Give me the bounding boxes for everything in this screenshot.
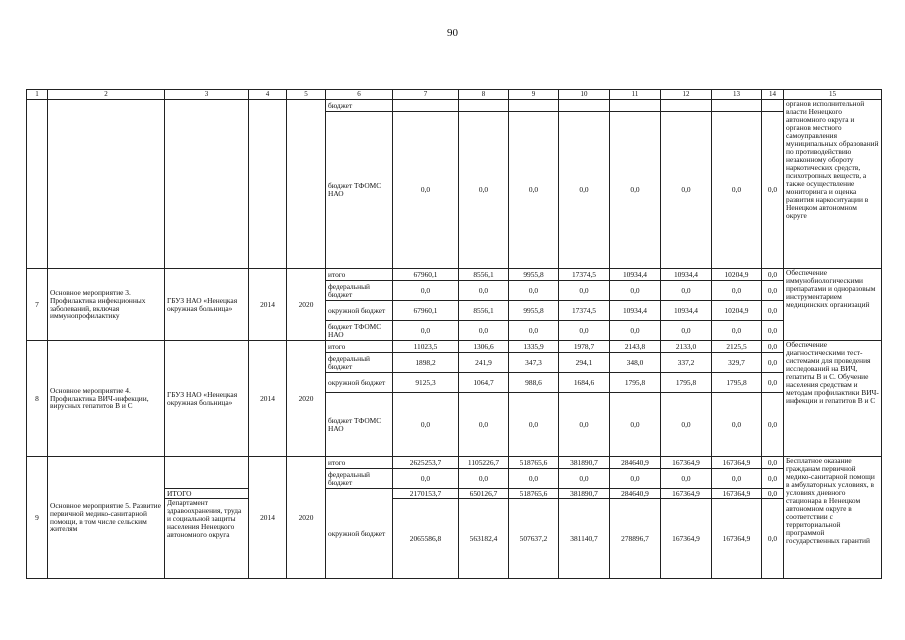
row-number: 9	[27, 457, 48, 579]
col-header: 5	[287, 90, 326, 100]
col-header: 15	[784, 90, 882, 100]
value-cell: 1898,2	[393, 353, 459, 373]
col-header: 14	[762, 90, 784, 100]
value-cell: 381890,7	[559, 489, 610, 499]
value-cell: 0,0	[762, 373, 784, 393]
value-cell: 0,0	[610, 393, 661, 457]
value-cell: 0,0	[393, 281, 459, 301]
value-cell: 0,0	[509, 281, 559, 301]
value-cell: 17374,5	[559, 301, 610, 321]
col-header: 11	[610, 90, 661, 100]
value-cell: 0,0	[459, 112, 509, 269]
value-cell: 2143,8	[610, 341, 661, 353]
funding-source: бюджет ТФОМС НАО	[326, 393, 393, 457]
value-cell: 0,0	[393, 469, 459, 489]
table-row	[27, 341, 882, 353]
value-cell: 0,0	[459, 321, 509, 341]
value-cell: 0,0	[762, 353, 784, 373]
col-header: 7	[393, 90, 459, 100]
value-cell: 329,7	[712, 353, 762, 373]
col-header: 4	[249, 90, 287, 100]
value-cell: 0,0	[661, 112, 712, 269]
value-cell: 9955,8	[509, 269, 559, 281]
value-cell: 0,0	[712, 393, 762, 457]
value-cell: 337,2	[661, 353, 712, 373]
value-cell: 0,0	[661, 321, 712, 341]
value-cell: 2125,5	[712, 341, 762, 353]
value-cell: 167364,9	[712, 489, 762, 499]
col-header: 13	[712, 90, 762, 100]
value-cell: 0,0	[762, 301, 784, 321]
value-cell: 0,0	[661, 393, 712, 457]
executor-total: ИТОГО	[165, 489, 249, 499]
year-start: 2014	[249, 457, 287, 579]
value-cell: 507637,2	[509, 499, 559, 579]
value-cell: 2625253,7	[393, 457, 459, 469]
page-number: 90	[447, 27, 458, 39]
value-cell: 1795,8	[661, 373, 712, 393]
expected-result: органов исполнительной власти Ненецкого автономного округа и органов местного самоуправления муниципальных образований по противодействию незаконному обороту наркотических средств, психотропных веществ, а также осуществление мониторинга и оценка развития наркоситуации в Ненецком автономном округе	[784, 100, 882, 269]
year-end	[287, 100, 326, 269]
value-cell: 284640,9	[610, 489, 661, 499]
value-cell: 2170153,7	[393, 489, 459, 499]
col-header: 8	[459, 90, 509, 100]
expected-result: Обеспечение иммунобиологическими препаратами и одноразовым инструментарием медицинских организаций	[784, 269, 882, 341]
value-cell: 278896,7	[610, 499, 661, 579]
value-cell: 650126,7	[459, 489, 509, 499]
value-cell: 0,0	[559, 321, 610, 341]
value-cell: 1064,7	[459, 373, 509, 393]
value-cell: 2133,0	[661, 341, 712, 353]
funding-source: окружной бюджет	[326, 373, 393, 393]
value-cell: 0,0	[393, 112, 459, 269]
col-header: 1	[27, 90, 48, 100]
value-cell: 0,0	[762, 457, 784, 469]
value-cell: 0,0	[762, 112, 784, 269]
value-cell: 0,0	[661, 469, 712, 489]
col-header: 9	[509, 90, 559, 100]
value-cell: 0,0	[393, 321, 459, 341]
value-cell: 1795,8	[610, 373, 661, 393]
value-cell: 10934,4	[661, 301, 712, 321]
executor: Департамент здравоохранения, труда и социальной защиты населения Ненецкого автономного округа	[165, 499, 249, 579]
value-cell: 0,0	[762, 269, 784, 281]
row-number: 7	[27, 269, 48, 341]
col-header: 10	[559, 90, 610, 100]
value-cell: 241,9	[459, 353, 509, 373]
value-cell: 0,0	[712, 281, 762, 301]
table-row	[27, 457, 882, 469]
row-number	[27, 100, 48, 269]
value-cell: 0,0	[459, 281, 509, 301]
value-cell: 284640,9	[610, 457, 661, 469]
value-cell: 0,0	[762, 341, 784, 353]
value-cell: 8556,1	[459, 269, 509, 281]
value-cell: 9955,8	[509, 301, 559, 321]
value-cell: 167364,9	[712, 457, 762, 469]
funding-source: бюджет ТФОМС НАО	[326, 112, 393, 269]
value-cell: 0,0	[762, 489, 784, 499]
value-cell: 0,0	[559, 281, 610, 301]
value-cell: 17374,5	[559, 269, 610, 281]
funding-source: бюджет ТФОМС НАО	[326, 321, 393, 341]
value-cell: 0,0	[509, 321, 559, 341]
col-header: 6	[326, 90, 393, 100]
value-cell: 1306,6	[459, 341, 509, 353]
value-cell: 348,0	[610, 353, 661, 373]
program-table	[26, 89, 882, 579]
value-cell: 1684,6	[559, 373, 610, 393]
value-cell: 167364,9	[712, 499, 762, 579]
column-number-row	[27, 90, 882, 100]
value-cell: 10934,4	[610, 301, 661, 321]
col-header: 2	[48, 90, 165, 100]
year-end: 2020	[287, 457, 326, 579]
activity-name: Основное мероприятие 4. Профилактика ВИЧ-инфекции, вирусных гепатитов В и С	[48, 341, 165, 457]
value-cell: 10204,9	[712, 269, 762, 281]
value-cell: 0,0	[712, 112, 762, 269]
value-cell: 294,1	[559, 353, 610, 373]
value-cell: 10204,9	[712, 301, 762, 321]
value-cell: 167364,9	[661, 489, 712, 499]
value-cell: 8556,1	[459, 301, 509, 321]
value-cell: 0,0	[559, 112, 610, 269]
value-cell: 0,0	[610, 469, 661, 489]
value-cell: 167364,9	[661, 457, 712, 469]
value-cell: 2065586,8	[393, 499, 459, 579]
year-start	[249, 100, 287, 269]
row-number: 8	[27, 341, 48, 457]
value-cell: 1335,9	[509, 341, 559, 353]
value-cell: 0,0	[610, 321, 661, 341]
value-cell: 0,0	[762, 281, 784, 301]
activity-name: Основное мероприятие 5. Развитие первичной медико-санитарной помощи, в том числе сельским жителям	[48, 457, 165, 579]
activity-name: Основное мероприятие 3. Профилактика инфекционных заболеваний, включая иммунопрофилактику	[48, 269, 165, 341]
funding-source: итого	[326, 269, 393, 281]
funding-source: бюджет	[326, 100, 393, 112]
value-cell: 0,0	[509, 393, 559, 457]
funding-source: окружной бюджет	[326, 489, 393, 579]
value-cell: 1105226,7	[459, 457, 509, 469]
expected-result: Бесплатное оказание гражданам первичной медико-санитарной помощи в амбулаторных условиях, в условиях дневного стационара в Ненецком автономном округе в соответствии с территориальной программой государственных гарантий	[784, 457, 882, 579]
funding-source: итого	[326, 457, 393, 469]
value-cell: 0,0	[661, 281, 712, 301]
value-cell: 0,0	[559, 393, 610, 457]
funding-source: итого	[326, 341, 393, 353]
value-cell: 518765,6	[509, 489, 559, 499]
executor: ГБУЗ НАО «Ненецкая окружная больница»	[165, 341, 249, 457]
value-cell: 11023,5	[393, 341, 459, 353]
value-cell: 67960,1	[393, 301, 459, 321]
value-cell: 0,0	[459, 393, 509, 457]
value-cell: 0,0	[559, 469, 610, 489]
value-cell: 0,0	[762, 469, 784, 489]
value-cell: 0,0	[509, 112, 559, 269]
funding-source: федеральный бюджет	[326, 281, 393, 301]
year-start: 2014	[249, 341, 287, 457]
value-cell: 0,0	[712, 469, 762, 489]
value-cell: 167364,9	[661, 499, 712, 579]
table-row	[27, 100, 882, 112]
year-end: 2020	[287, 341, 326, 457]
year-end: 2020	[287, 269, 326, 341]
value-cell: 1795,8	[712, 373, 762, 393]
col-header: 3	[165, 90, 249, 100]
table-row	[27, 269, 882, 281]
value-cell: 347,3	[509, 353, 559, 373]
value-cell: 0,0	[610, 281, 661, 301]
funding-source: федеральный бюджет	[326, 469, 393, 489]
funding-source: окружной бюджет	[326, 301, 393, 321]
value-cell: 0,0	[712, 321, 762, 341]
activity-name	[48, 100, 165, 269]
value-cell: 0,0	[459, 469, 509, 489]
executor-blank	[165, 457, 249, 489]
value-cell: 9125,3	[393, 373, 459, 393]
value-cell: 988,6	[509, 373, 559, 393]
value-cell: 1978,7	[559, 341, 610, 353]
expected-result: Обеспечение диагностическими тест-системами для проведения исследований на ВИЧ, гепатиты В и С. Обучение населения средствам и методам профилактики ВИЧ-инфекции и гепатитов В и С	[784, 341, 882, 457]
value-cell: 0,0	[509, 469, 559, 489]
value-cell: 0,0	[393, 393, 459, 457]
value-cell: 10934,4	[661, 269, 712, 281]
value-cell: 0,0	[762, 499, 784, 579]
value-cell: 0,0	[610, 112, 661, 269]
executor	[165, 100, 249, 269]
value-cell: 518765,6	[509, 457, 559, 469]
value-cell: 10934,4	[610, 269, 661, 281]
col-header: 12	[661, 90, 712, 100]
value-cell: 381140,7	[559, 499, 610, 579]
value-cell: 67960,1	[393, 269, 459, 281]
executor: ГБУЗ НАО «Ненецкая окружная больница»	[165, 269, 249, 341]
year-start: 2014	[249, 269, 287, 341]
value-cell: 381890,7	[559, 457, 610, 469]
value-cell: 0,0	[762, 321, 784, 341]
funding-source: федеральный бюджет	[326, 353, 393, 373]
value-cell: 0,0	[762, 393, 784, 457]
value-cell: 563182,4	[459, 499, 509, 579]
